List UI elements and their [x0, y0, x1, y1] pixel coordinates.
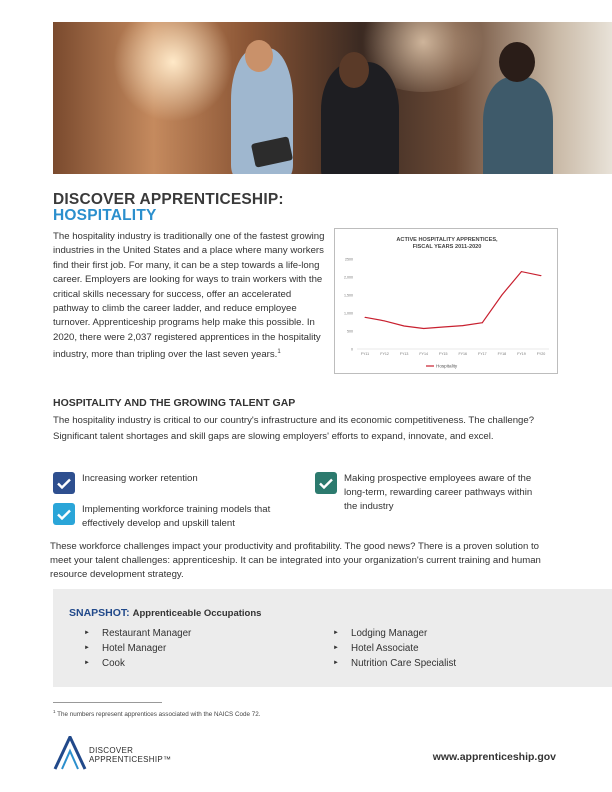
- x-tick-label: FY12: [380, 352, 389, 356]
- x-tick-label: FY13: [399, 352, 409, 356]
- logo-a-icon: [53, 736, 87, 770]
- x-tick-label: FY15: [438, 352, 448, 356]
- legend-label: Hospitality: [436, 363, 458, 369]
- data-point: [384, 320, 385, 321]
- bullet-icon: ►: [333, 660, 339, 666]
- chart-canvas: [335, 229, 559, 375]
- list-item: ► Nutrition Care Specialist: [333, 658, 457, 669]
- list-item: ► Restaurant Manager: [84, 628, 192, 639]
- checklist-text: Making prospective employees aware of the long-term, rewarding career pathways within the industry: [344, 473, 533, 512]
- discover-apprenticeship-logo[interactable]: [53, 736, 173, 770]
- x-tick-label: FY20: [536, 352, 546, 356]
- data-point: [443, 327, 444, 328]
- bullet-icon: ►: [84, 630, 90, 636]
- section-paragraph: The hospitality industry is critical to our country's infrastructure and its economic competitiveness. The challenge? Significant talent shortages and skill gaps are slowing employers' efforts to expand, innovate, and excel.: [53, 415, 535, 442]
- chart-title: ACTIVE HOSPITALITY APPRENTICES,: [396, 237, 498, 243]
- apprentices-chart: [334, 228, 558, 374]
- data-point: [482, 322, 483, 323]
- check-icon: [53, 472, 75, 494]
- data-point: [521, 271, 522, 272]
- footnote-text: The numbers represent apprentices associated with the NAICS Code 72.: [57, 711, 261, 719]
- x-tick-label: FY18: [497, 352, 507, 356]
- series-line-hospitality: [365, 272, 541, 329]
- intro-paragraph: [53, 230, 325, 363]
- x-tick-label: FY19: [517, 352, 526, 356]
- x-tick-label: FY11: [360, 352, 370, 356]
- logo-text-line2: APPRENTICESHIP™: [89, 755, 172, 764]
- bullet-icon: ►: [333, 630, 339, 636]
- checklist-item: [53, 503, 298, 531]
- data-point: [501, 295, 502, 296]
- checklist-item: [53, 472, 293, 494]
- checklist-text: Increasing worker retention: [82, 473, 198, 484]
- y-tick-label: 2,000: [344, 275, 353, 280]
- occupation-list-left: [83, 626, 191, 671]
- y-tick-label: 1,500: [344, 293, 353, 298]
- bullet-icon: ►: [333, 645, 339, 651]
- y-tick-label: 0: [351, 347, 353, 352]
- data-point: [462, 325, 463, 326]
- x-tick-label: FY16: [458, 352, 468, 356]
- snapshot-label: SNAPSHOT:: [69, 607, 130, 619]
- footnote: [53, 709, 261, 718]
- list-item: ► Lodging Manager: [333, 628, 428, 639]
- data-point: [365, 317, 366, 318]
- checklist-item: [315, 472, 540, 514]
- data-point: [423, 328, 424, 329]
- data-point: [541, 275, 542, 276]
- page-title: DISCOVER APPRENTICESHIP:: [53, 191, 284, 208]
- bullet-icon: ►: [84, 660, 90, 666]
- bullet-icon: ►: [84, 645, 90, 651]
- y-tick-label: 1,000: [344, 311, 353, 316]
- footnote-divider: [53, 702, 162, 703]
- page-subtitle: HOSPITALITY: [53, 207, 157, 224]
- occupation-list-right: [332, 626, 456, 671]
- y-tick-label: 500: [347, 329, 353, 334]
- snapshot-box: [53, 589, 612, 687]
- x-tick-label: FY17: [478, 352, 487, 356]
- list-item: ► Cook: [84, 658, 125, 669]
- check-icon: [53, 503, 75, 525]
- snapshot-heading: Apprenticeable Occupations: [132, 608, 262, 619]
- list-item: ► Hotel Manager: [84, 643, 167, 654]
- footnote-marker: 1: [53, 709, 56, 714]
- x-tick-label: FY14: [419, 352, 428, 356]
- chart-subtitle: FISCAL YEARS 2011-2020: [412, 244, 482, 250]
- list-item: ► Hotel Associate: [333, 643, 419, 654]
- intro-text: The hospitality industry is traditionally one of the fastest growing industries in the United States and a place where many workers find their first job. For many, it can be a step towards a life-long career. Employers are looking for ways to train workers with the critical skills necessary for success, offer an accelerated pathway to climb the career ladder, and reduce employee turnover. Apprenticeship programs help make this possible. In 2020, there were 2,037 registered apprentices in the hospitality industry, more than tripling over the last seven years.: [53, 231, 325, 361]
- closing-paragraph: These workforce challenges impact your productivity and profitability. The good news? There is a proven solution to meet your talent challenges: apprenticeship. It can be integrated into your organization's current training and human resource development strategy.: [50, 541, 541, 580]
- website-link[interactable]: www.apprenticeship.gov: [432, 751, 556, 763]
- snapshot-title: [69, 607, 261, 619]
- data-point: [404, 325, 405, 326]
- y-tick-label: 2500: [345, 257, 353, 262]
- footnote-ref[interactable]: 1: [277, 349, 281, 356]
- logo-text-line1: DISCOVER: [89, 746, 134, 755]
- hero-photo: [53, 22, 612, 174]
- check-icon: [315, 472, 337, 494]
- checklist-text: Implementing workforce training models that effectively develop and upskill talent: [82, 504, 271, 529]
- section-heading: HOSPITALITY AND THE GROWING TALENT GAP: [53, 397, 296, 409]
